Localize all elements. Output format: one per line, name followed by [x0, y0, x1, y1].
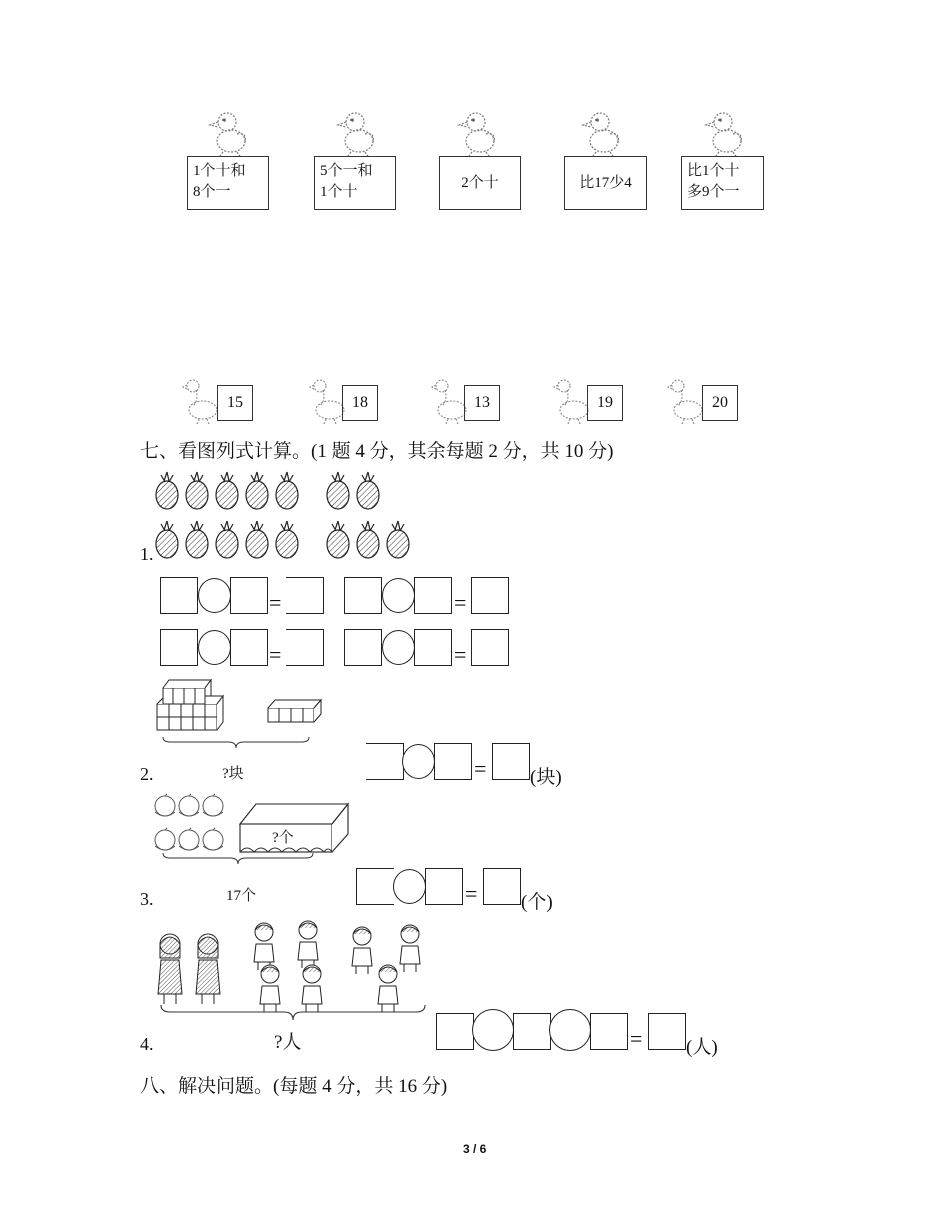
equals-sign: =	[454, 590, 467, 615]
operator-circle[interactable]	[402, 744, 435, 779]
blocks-icon	[155, 678, 330, 738]
answer-box[interactable]	[425, 868, 463, 905]
q2-brace-label: ?块	[222, 766, 244, 782]
chick-label-box: 1个十和 8个一	[187, 156, 269, 210]
brace-icon	[160, 1004, 426, 1022]
chick-icon	[580, 110, 624, 156]
chick-icon	[207, 110, 251, 156]
answer-box[interactable]	[230, 577, 268, 614]
question-4-number: 4.	[140, 1034, 154, 1054]
question-3-number: 3.	[140, 889, 154, 909]
answer-box[interactable]	[590, 1013, 628, 1050]
operator-circle[interactable]	[472, 1009, 514, 1051]
answer-box[interactable]	[344, 577, 382, 614]
page-number: 3 / 6	[463, 1142, 487, 1156]
duck-icon	[183, 378, 219, 424]
chick-icon	[703, 110, 747, 156]
section-8-heading: 八、解决问题。(每题 4 分，共 16 分)	[140, 1076, 448, 1097]
answer-box[interactable]	[286, 577, 324, 614]
duck-number-box: 20	[702, 385, 738, 421]
duck-number-box: 18	[342, 385, 378, 421]
chick-label-box: 2个十	[439, 156, 521, 210]
duck-number-box: 13	[464, 385, 500, 421]
equals-sign: =	[269, 590, 282, 615]
duck-icon	[310, 378, 346, 424]
question-2-number: 2.	[140, 764, 154, 784]
answer-box[interactable]	[483, 868, 521, 905]
chick-icon	[335, 110, 379, 156]
answer-box[interactable]	[230, 629, 268, 666]
answer-box[interactable]	[648, 1013, 686, 1050]
answer-box[interactable]	[160, 629, 198, 666]
peaches-box-icon	[152, 794, 352, 860]
q2-unit: (块)	[530, 767, 562, 788]
duck-icon	[668, 378, 704, 424]
brace-icon	[162, 852, 314, 866]
answer-box[interactable]	[513, 1013, 551, 1050]
equals-sign: =	[630, 1026, 643, 1051]
q3-box-label: ?个	[272, 830, 294, 846]
equals-sign: =	[474, 756, 487, 781]
answer-box[interactable]	[286, 629, 324, 666]
operator-circle[interactable]	[198, 630, 231, 665]
brace-icon	[162, 736, 310, 750]
answer-box[interactable]	[436, 1013, 474, 1050]
answer-box[interactable]	[344, 629, 382, 666]
equals-sign: =	[269, 642, 282, 667]
q4-brace-label: ?人	[274, 1032, 302, 1053]
duck-icon	[554, 378, 590, 424]
children-icon	[150, 918, 435, 1008]
operator-circle[interactable]	[382, 578, 415, 613]
operator-circle[interactable]	[198, 578, 231, 613]
pineapple-group-icon	[155, 472, 420, 564]
duck-icon	[432, 378, 468, 424]
answer-box[interactable]	[414, 629, 452, 666]
answer-box[interactable]	[414, 577, 452, 614]
equals-sign: =	[454, 642, 467, 667]
operator-circle[interactable]	[393, 869, 426, 904]
chick-label-box: 比1个十 多9个一	[681, 156, 764, 210]
answer-box[interactable]	[160, 577, 198, 614]
operator-circle[interactable]	[549, 1009, 591, 1051]
operator-circle[interactable]	[382, 630, 415, 665]
q3-unit: (个)	[521, 892, 553, 913]
answer-box[interactable]	[366, 743, 404, 780]
answer-box[interactable]	[492, 743, 530, 780]
chick-icon	[456, 110, 500, 156]
equals-sign: =	[465, 881, 478, 906]
answer-box[interactable]	[471, 577, 509, 614]
duck-number-box: 15	[217, 385, 253, 421]
answer-box[interactable]	[434, 743, 472, 780]
duck-number-box: 19	[587, 385, 623, 421]
answer-box[interactable]	[356, 868, 394, 905]
q4-unit: (人)	[686, 1037, 718, 1058]
chick-label-box: 5个一和 1个十	[314, 156, 396, 210]
chick-label-box: 比17少4	[564, 156, 647, 210]
section-7-heading: 七、看图列式计算。(1 题 4 分，其余每题 2 分，共 10 分)	[140, 441, 614, 462]
question-1-number: 1.	[140, 544, 154, 564]
answer-box[interactable]	[471, 629, 509, 666]
q3-brace-label: 17个	[226, 888, 257, 904]
